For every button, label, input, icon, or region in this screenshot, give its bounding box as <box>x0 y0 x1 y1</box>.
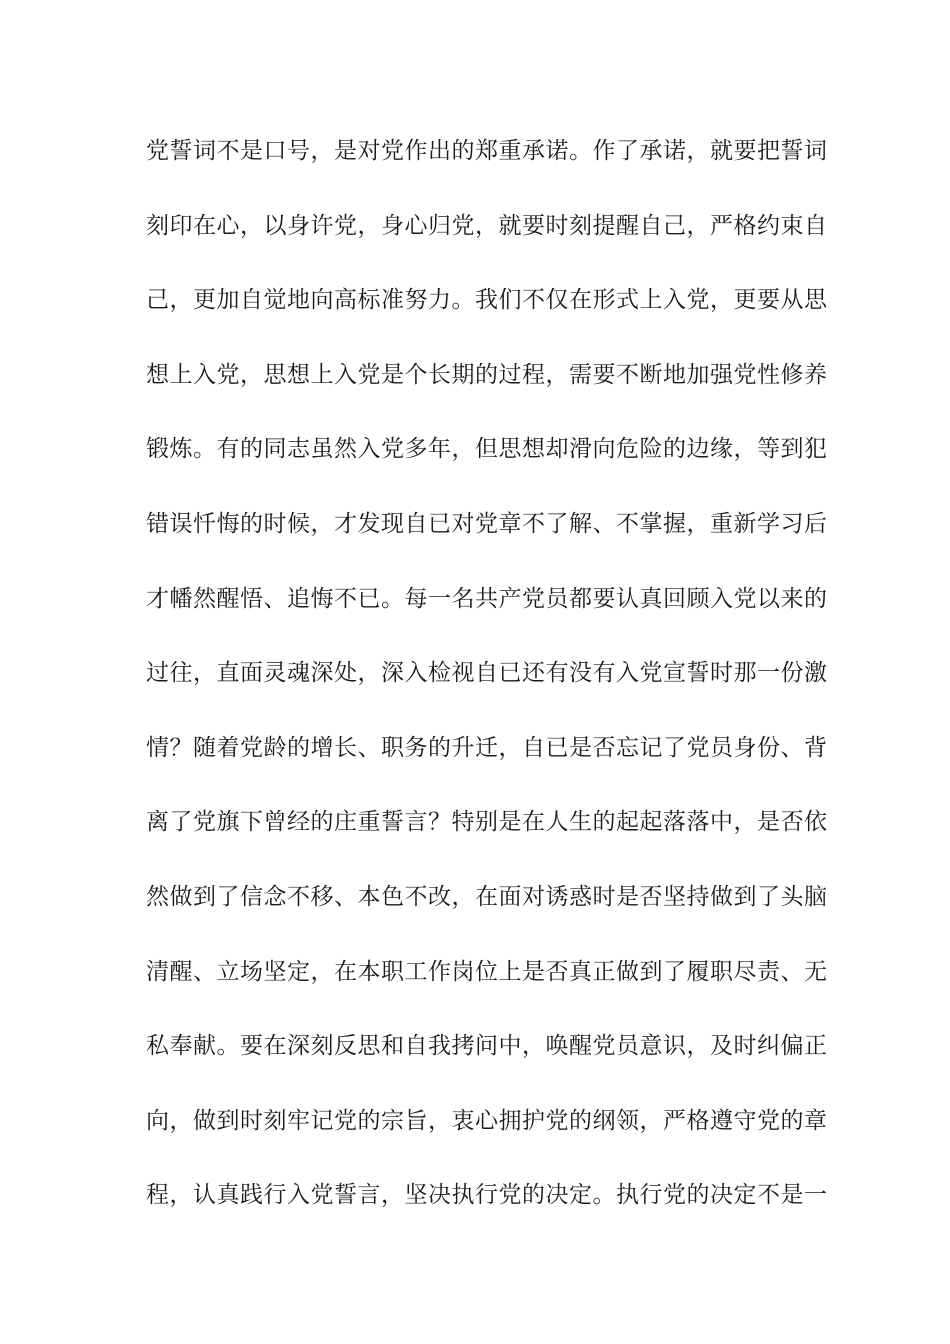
text-line: 情？随着党龄的增长、职务的升迁，自已是否忘记了党员身份、背 <box>146 734 828 761</box>
text-line: 离了党旗下曾经的庄重誓言？特别是在人生的起起落落中，是否依 <box>146 809 828 836</box>
text-line: 私奉献。要在深刻反思和自我拷问中，唤醒党员意识，及时纠偏正 <box>146 1033 828 1060</box>
text-line: 过往，直面灵魂深处，深入检视自已还有没有入党宣誓时那一份激 <box>146 660 828 687</box>
text-line: 才幡然醒悟、追悔不已。每一名共产党员都要认真回顾入党以来的 <box>146 585 828 612</box>
text-line: 锻炼。有的同志虽然入党多年，但思想却滑向危险的边缘，等到犯 <box>146 436 828 463</box>
text-line: 程，认真践行入党誓言，坚决执行党的决定。执行党的决定不是一 <box>146 1182 828 1209</box>
body-paragraph <box>146 128 828 1247</box>
text-line: 然做到了信念不移、本色不改，在面对诱惑时是否坚持做到了头脑 <box>146 883 828 910</box>
text-line: 向，做到时刻牢记党的宗旨，衷心拥护党的纲领，严格遵守党的章 <box>146 1107 828 1134</box>
text-line: 刻印在心，以身许党，身心归党，就要时刻提醒自己，严格约束自 <box>146 212 828 239</box>
text-line: 清醒、立场坚定，在本职工作岗位上是否真正做到了履职尽责、无 <box>146 958 828 985</box>
text-line: 想上入党，思想上入党是个长期的过程，需要不断地加强党性修养 <box>146 361 828 388</box>
text-line: 己，更加自觉地向高标准努力。我们不仅在形式上入党，更要从思 <box>146 287 828 314</box>
text-line: 错误忏悔的时候，才发现自已对党章不了解、不掌握，重新学习后 <box>146 510 828 537</box>
text-line: 党誓词不是口号，是对党作出的郑重承诺。作了承诺，就要把誓词 <box>146 138 828 164</box>
